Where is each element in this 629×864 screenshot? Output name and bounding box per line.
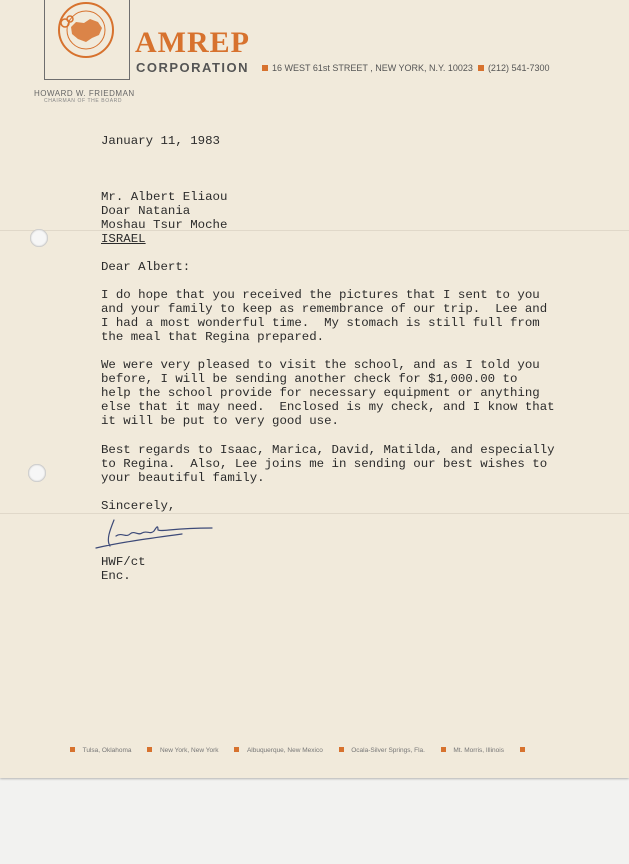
paragraph-line: before, I will be sending another check for $1,000.00 to — [101, 372, 518, 386]
paragraph-line: the meal that Regina prepared. — [101, 330, 325, 344]
location: Tulsa, Oklahoma — [82, 747, 132, 754]
paragraph-line: Best regards to Isaac, Marica, David, Matilda, and especially — [101, 443, 555, 457]
executive-title: CHAIRMAN OF THE BOARD — [44, 98, 123, 104]
punch-hole — [30, 229, 48, 247]
square-bullet-icon — [70, 747, 75, 752]
typist-initials: HWF/ct — [101, 555, 146, 569]
square-bullet-icon — [478, 65, 484, 71]
square-bullet-icon — [147, 747, 152, 752]
company-seal-icon — [57, 1, 115, 59]
square-bullet-icon — [339, 747, 344, 752]
paragraph-line: and your family to keep as remembrance of our trip. Lee and — [101, 302, 548, 316]
fold-line — [0, 513, 629, 514]
paragraph-line: I had a most wonderful time. My stomach is still full from — [101, 316, 540, 330]
paragraph-line: I do hope that you received the pictures that I sent to you — [101, 288, 540, 302]
paragraph-line: your beautiful family. — [101, 471, 265, 485]
location: New York, New York — [159, 747, 219, 754]
company-corporation-label: CORPORATION — [136, 60, 250, 75]
recipient-line: Moshau Tsur Moche — [101, 218, 228, 232]
salutation: Dear Albert: — [101, 260, 191, 274]
executive-name: HOWARD W. FRIEDMAN — [34, 89, 135, 98]
square-bullet-icon — [262, 65, 268, 71]
logo-box — [44, 0, 130, 80]
recipient-line: Mr. Albert Eliaou — [101, 190, 228, 204]
company-name: AMREP — [135, 26, 250, 59]
closing: Sincerely, — [101, 499, 176, 513]
paragraph-line: it will be put to very good use. — [101, 414, 339, 428]
paragraph-line: to Regina. Also, Lee joins me in sending our best wishes to — [101, 457, 548, 471]
location: Albuquerque, New Mexico — [246, 747, 323, 754]
phone-text: (212) 541-7300 — [487, 63, 550, 73]
fold-line — [0, 230, 629, 231]
paragraph-line: We were very pleased to visit the school, and as I told you — [101, 358, 540, 372]
square-bullet-icon — [234, 747, 239, 752]
signature — [92, 516, 217, 552]
footer-locations — [70, 747, 529, 754]
recipient-line: Doar Natania — [101, 204, 191, 218]
paragraph-line: help the school provide for necessary equipment or anything — [101, 386, 540, 400]
letter-date: January 11, 1983 — [101, 134, 220, 148]
location: Mt. Morris, Illinois — [453, 747, 504, 754]
location: Ocala-Silver Springs, Fla. — [351, 747, 425, 754]
enclosure-note: Enc. — [101, 569, 131, 583]
paragraph-line: else that it may need. Enclosed is my check, and I know that — [101, 400, 555, 414]
recipient-line: ISRAEL — [101, 232, 146, 246]
company-address — [262, 63, 549, 73]
square-bullet-icon — [441, 747, 446, 752]
punch-hole — [28, 464, 46, 482]
address-text: 16 WEST 61st STREET , NEW YORK, N.Y. 10023 — [272, 63, 473, 73]
square-bullet-icon — [520, 747, 525, 752]
